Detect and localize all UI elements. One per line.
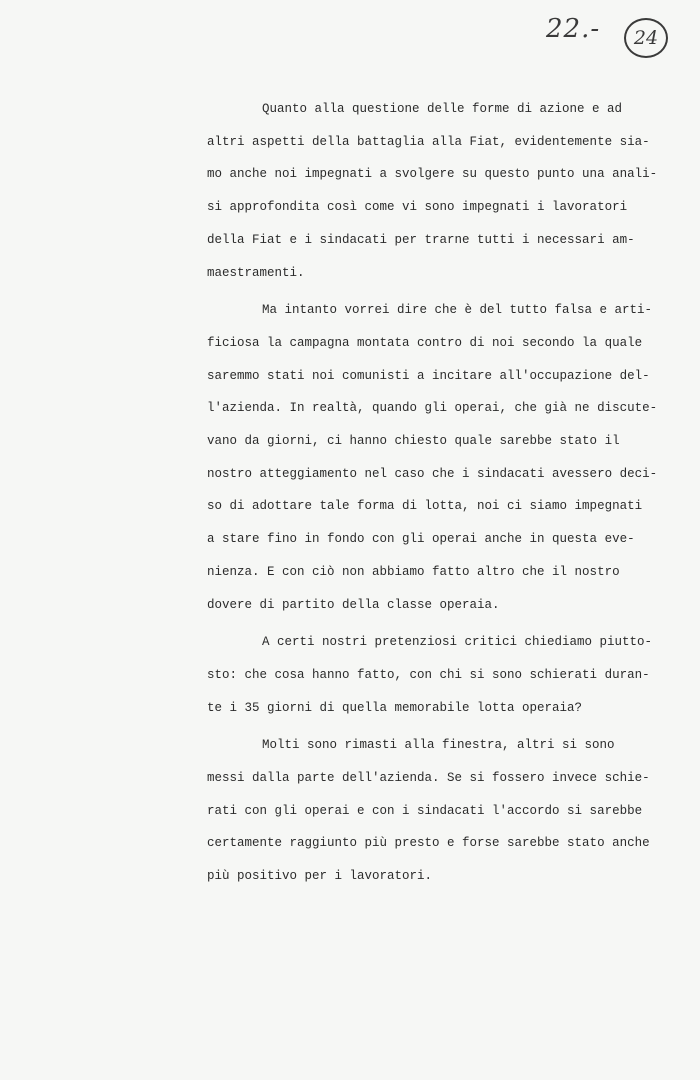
- text-line: dovere di partito della classe operaia.: [207, 597, 500, 612]
- text-line: A certi nostri pretenziosi critici chiediamo piutto-: [262, 635, 653, 650]
- text-line: Molti sono rimasti alla finestra, altri si sono: [262, 738, 615, 753]
- circled-page-number: 24: [624, 18, 668, 58]
- text-line: te i 35 giorni di quella memorabile lotta operaia?: [207, 700, 583, 715]
- text-line: maestramenti.: [207, 265, 305, 280]
- text-line: a stare fino in fondo con gli operai anche in questa eve-: [207, 532, 635, 547]
- text-line: Quanto alla questione delle forme di azione e ad: [262, 102, 623, 116]
- paragraph: [207, 729, 650, 893]
- text-line: certamente raggiunto più presto e forse sarebbe stato anche: [207, 836, 650, 851]
- text-line: so di adottare tale forma di lotta, noi ci siamo impegnati: [207, 499, 643, 514]
- text-line: messi dalla parte dell'azienda. Se si fossero invece schie-: [207, 771, 650, 786]
- text-line: più positivo per i lavoratori.: [207, 869, 433, 884]
- paragraph: [207, 626, 653, 724]
- text-line: mo anche noi impegnati a svolgere su questo punto una anali-: [207, 167, 658, 182]
- text-line: Ma intanto vorrei dire che è del tutto falsa e arti-: [262, 303, 653, 318]
- text-line: saremmo stati noi comunisti a incitare all'occupazione del-: [207, 368, 650, 383]
- text-line: altri aspetti della battaglia alla Fiat, evidentemente sia-: [207, 134, 650, 149]
- text-line: nostro atteggiamento nel caso che i sindacati avessero deci-: [207, 466, 658, 481]
- text-line: della Fiat e i sindacati per trarne tutti i necessari am-: [207, 232, 635, 247]
- text-line: nienza. E con ciò non abbiamo fatto altro che il nostro: [207, 564, 620, 579]
- body-text: [207, 93, 658, 898]
- text-line: l'azienda. In realtà, quando gli operai, che già ne discute-: [207, 401, 658, 416]
- page-number: 22.-: [546, 14, 601, 44]
- text-line: rati con gli operai e con i sindacati l'accordo si sarebbe: [207, 803, 643, 818]
- text-line: vano da giorni, ci hanno chiesto quale sarebbe stato il: [207, 434, 620, 449]
- text-line: ficiosa la campagna montata contro di noi secondo la quale: [207, 335, 643, 350]
- paragraph: [207, 93, 658, 289]
- text-line: si approfondita così come vi sono impegnati i lavoratori: [207, 200, 628, 215]
- paragraph: [207, 294, 658, 621]
- text-line: sto: che cosa hanno fatto, con chi si sono schierati duran-: [207, 667, 650, 682]
